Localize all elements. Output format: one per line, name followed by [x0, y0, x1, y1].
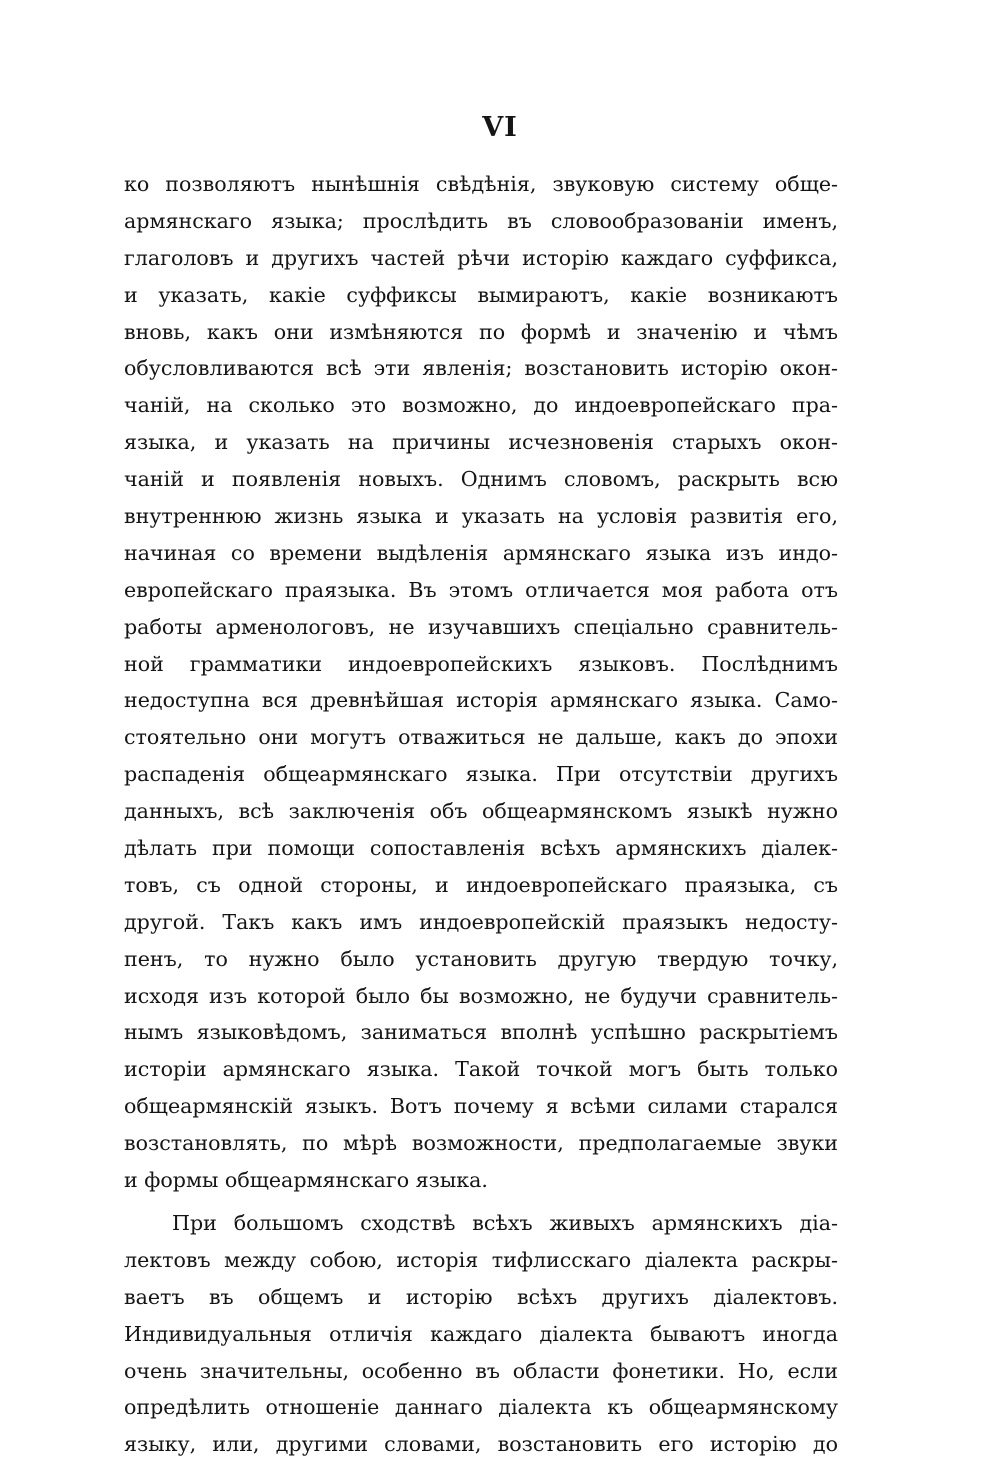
body-text — [124, 166, 838, 1463]
page-number: VI — [482, 112, 518, 143]
text-line: европейскаго праязыка. Въ этомъ отличается моя работа отъ — [124, 577, 838, 602]
text-line: вновь, какъ они измѣняются по формѣ и значенію и чѣмъ — [124, 319, 838, 344]
text-line: стоятельно они могутъ отважиться не дальше, какъ до эпохи — [124, 725, 838, 750]
text-line: и формы общеармянскаго языка. — [124, 1168, 488, 1193]
text-line: начиная со времени выдѣленія армянскаго языка изъ индо- — [124, 540, 838, 565]
paragraph-2 — [124, 1205, 838, 1463]
text-line: внутреннюю жизнь языка и указать на условія развитія его, — [124, 504, 838, 529]
text-line: очень значительны, особенно въ области фонетики. Но, если — [124, 1358, 838, 1383]
text-line: исходя изъ которой было бы возможно, не будучи сравнитель- — [124, 983, 838, 1008]
text-line: чаній и появленія новыхъ. Однимъ словомъ, раскрыть всю — [124, 467, 838, 492]
text-line: данныхъ, всѣ заключенія объ общеармянскомъ языкѣ нужно — [124, 799, 838, 824]
text-line: товъ, съ одной стороны, и индоевропейскаго праязыка, съ — [124, 872, 838, 897]
text-line: исторіи армянскаго языка. Такой точкой могъ быть только — [124, 1057, 838, 1082]
text-line: глаголовъ и другихъ частей рѣчи исторію каждаго суффикса, — [124, 245, 838, 270]
text-line: Индивидуальныя отличія каждаго діалекта бываютъ иногда — [124, 1321, 838, 1346]
text-line: чаній, на сколько это возможно, до индоевропейскаго пра- — [124, 393, 838, 418]
text-line: языку, или, другими словами, возстановить его исторію до — [124, 1432, 838, 1457]
text-line: языка, и указать на причины исчезновенія старыхъ окон- — [124, 430, 838, 455]
text-line: нымъ языковѣдомъ, заниматься вполнѣ успѣшно раскрытіемъ — [124, 1020, 838, 1045]
text-line: недоступна вся древнѣйшая исторія армянскаго языка. Само- — [124, 688, 838, 713]
paragraph-1 — [124, 166, 838, 1199]
text-line: ваетъ въ общемъ и исторію всѣхъ другихъ діалектовъ. — [124, 1284, 838, 1309]
text-line: ко позволяютъ нынѣшнія свѣдѣнія, звуковую систему обще- — [124, 172, 838, 196]
text-line: пенъ, то нужно было установить другую твердую точку, — [124, 946, 838, 971]
text-line: армянскаго языка; прослѣдить въ словообразованіи именъ, — [124, 208, 838, 233]
text-line: При большомъ сходствѣ всѣхъ живыхъ армянскихъ діа- — [172, 1210, 838, 1235]
text-line: другой. Такъ какъ имъ индоевропейскій праязыкъ недосту- — [124, 909, 838, 934]
text-line: опредѣлить отношеніе даннаго діалекта къ общеармянскому — [124, 1395, 838, 1420]
text-line: и указать, какіе суффиксы вымираютъ, какіе возникаютъ — [124, 282, 838, 307]
text-line: обусловливаются всѣ эти явленія; возстановить исторію окон- — [124, 356, 838, 381]
text-line: ной грамматики индоевропейскихъ языковъ. Послѣднимъ — [124, 651, 838, 676]
text-line: распаденія общеармянскаго языка. При отсутствіи другихъ — [124, 762, 838, 787]
text-line: возстановлять, по мѣрѣ возможности, предполагаемые звуки — [124, 1131, 838, 1156]
text-line: общеармянскій языкъ. Вотъ почему я всѣми силами старался — [124, 1094, 838, 1119]
text-line: дѣлать при помощи сопоставленія всѣхъ армянскихъ діалек- — [124, 836, 838, 861]
text-line: лектовъ между собою, исторія тифлисскаго діалекта раскры- — [124, 1247, 838, 1272]
text-line: работы арменологовъ, не изучавшихъ спеціально сравнитель- — [124, 614, 838, 639]
